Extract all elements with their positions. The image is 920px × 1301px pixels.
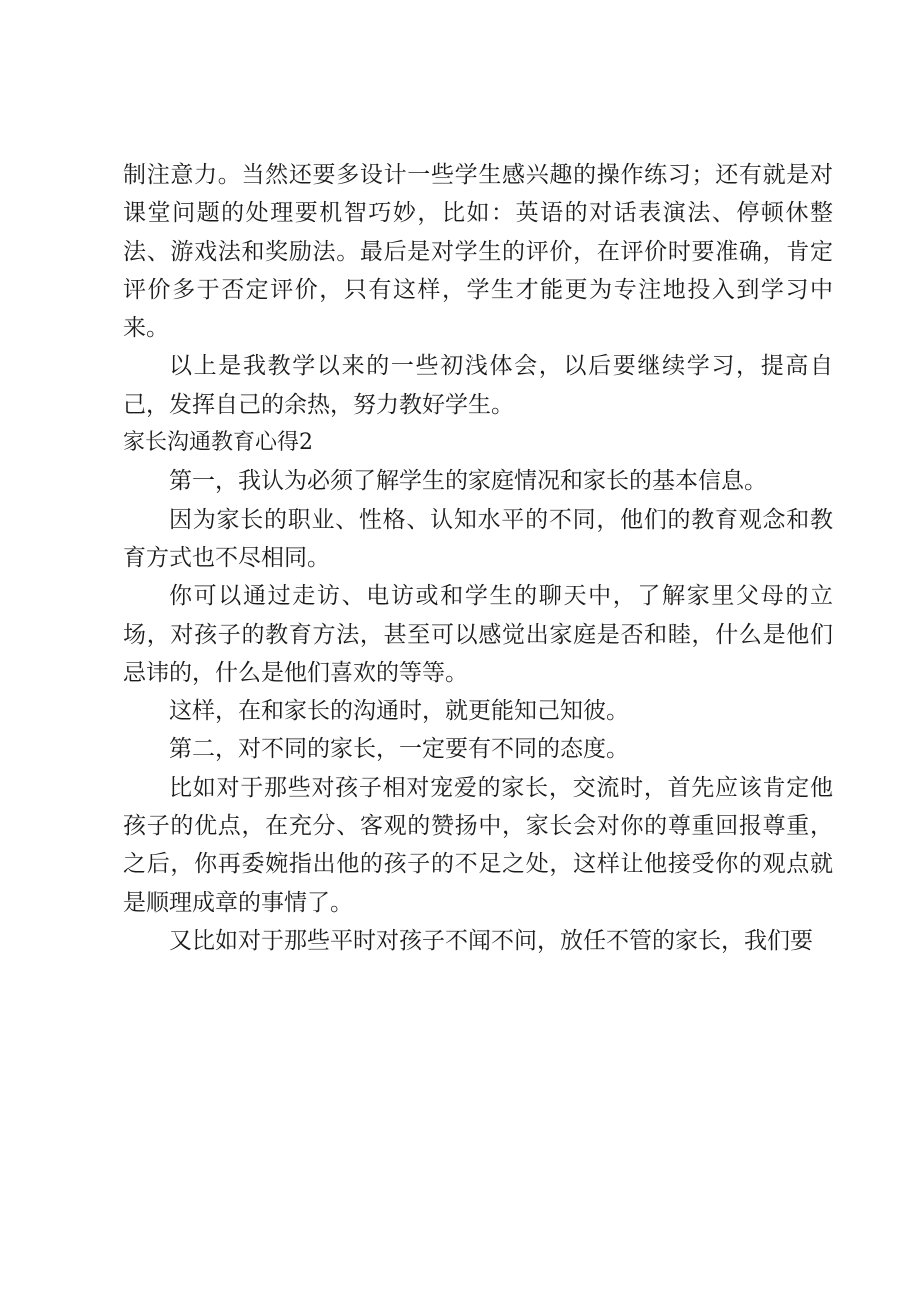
paragraph-continued: 制注意力。当然还要多设计一些学生感兴趣的操作练习；还有就是对课堂问题的处理要机智巧妙，比如：英语的对话表演法、停顿休整法、游戏法和奖励法。最后是对学生的评价，在评价时要准确，肯定评价多于否定评价，只有这样，学生才能更为专注地投入到学习中来。 (123, 162, 833, 342)
section-title: 家长沟通教育心得2 (123, 430, 313, 456)
paragraph: 第一，我认为必须了解学生的家庭情况和家长的基本信息。 (169, 468, 767, 495)
paragraph: 又比如对于那些平时对孩子不闻不问，放任不管的家长，我们要 (169, 927, 813, 954)
paragraph: 你可以通过走访、电访或和学生的聊天中，了解家里父母的立场，对孩子的教育方法，甚至可以感觉出家庭是否和睦，什么是他们忌讳的，什么是他们喜欢的等等。 (123, 583, 833, 686)
paragraph: 因为家长的职业、性格、认知水平的不同，他们的教育观念和教育方式也不尽相同。 (123, 506, 833, 571)
paragraph: 这样，在和家长的沟通时，就更能知己知彼。 (169, 698, 629, 725)
document-body (123, 156, 833, 960)
paragraph: 以上是我教学以来的一些初浅体会，以后要继续学习，提高自己，发挥自己的余热，努力教好学生。 (123, 353, 833, 418)
paragraph: 第二，对不同的家长，一定要有不同的态度。 (169, 736, 629, 763)
paragraph: 比如对于那些对孩子相对宠爱的家长，交流时，首先应该肯定他孩子的优点，在充分、客观的赞扬中，家长会对你的尊重回报尊重，之后，你再委婉指出他的孩子的不足之处，这样让他接受你的观点就是顺理成章的事情了。 (123, 774, 833, 916)
